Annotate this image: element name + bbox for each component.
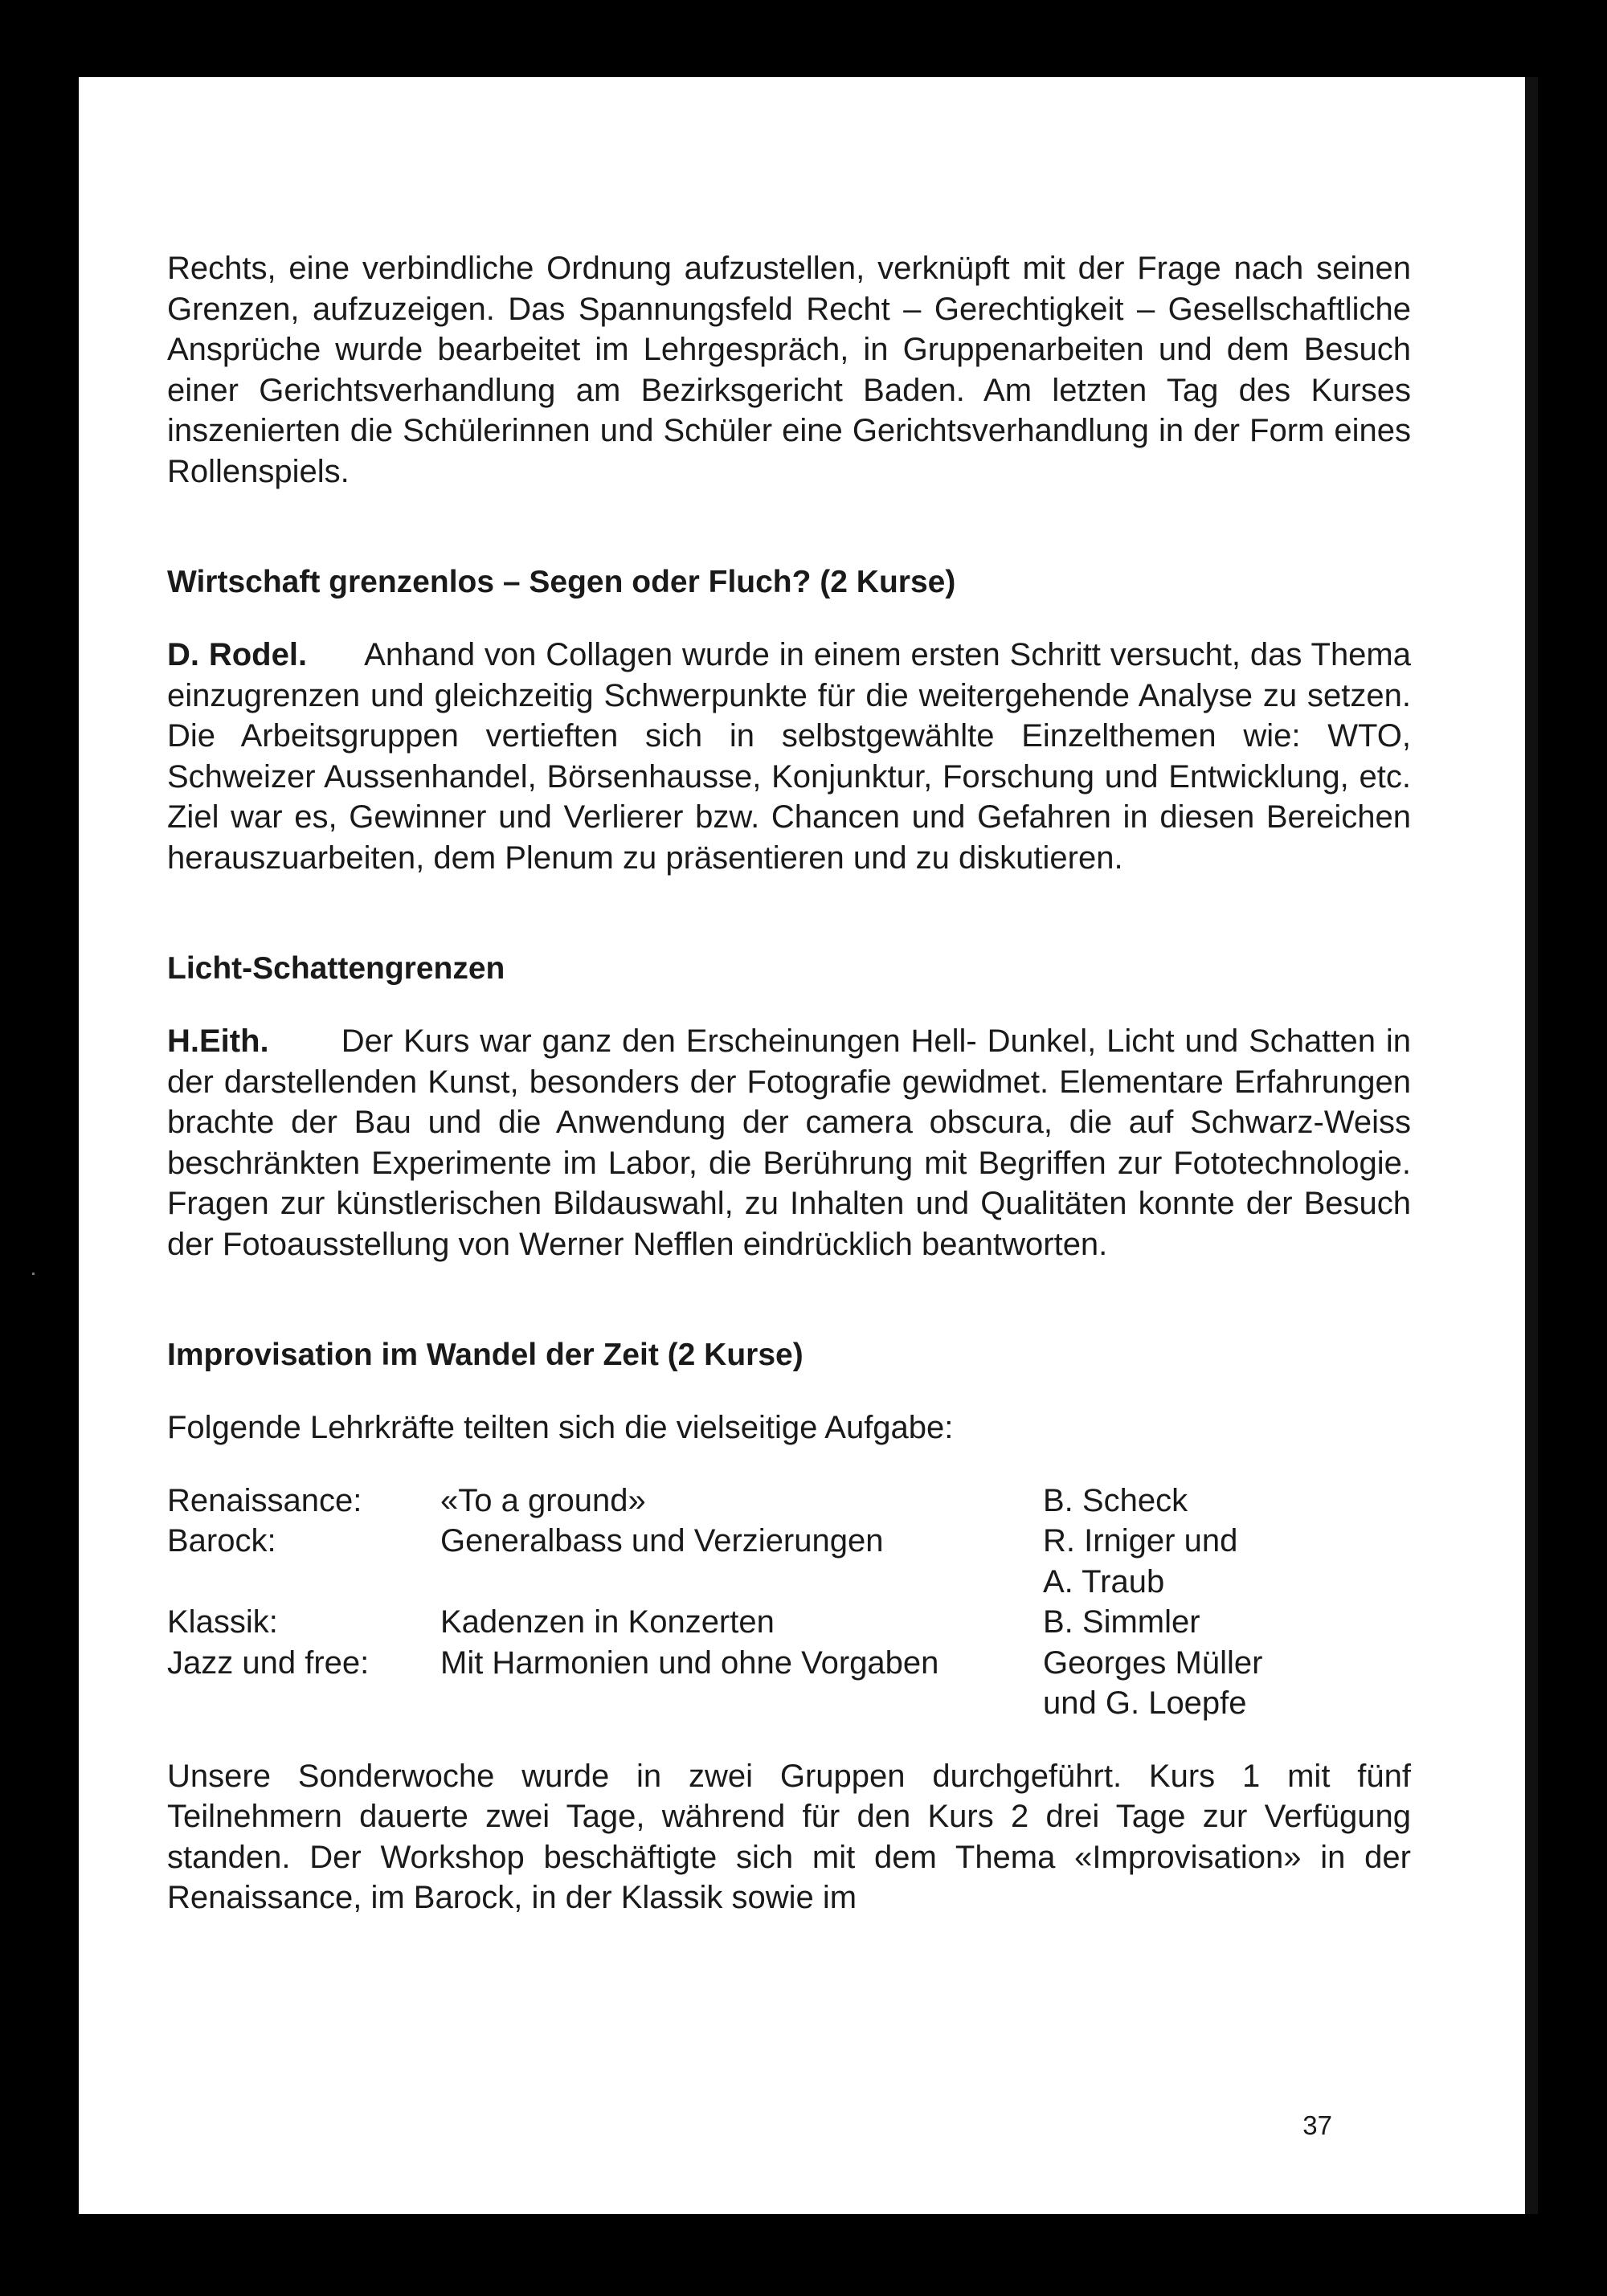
section-body-wirtschaft xyxy=(167,635,1411,878)
improvisation-body: Unsere Sonderwoche wurde in zwei Gruppen durchgeführt. Kurs 1 mit fünf Teilnehmern dauerte zwei Tage, während für den Kurs 2 drei Tage zur Verfügung standen. Der Workshop beschäftigte sich mit dem Thema «Improvisation» in der Renaissance, im Barock, in der Klassik sowie im xyxy=(167,1758,1411,1915)
teacher-cell xyxy=(1043,1643,1411,1724)
scan-speck xyxy=(32,1273,35,1275)
section-body-licht xyxy=(167,1021,1411,1264)
teacher-cell xyxy=(1043,1521,1411,1602)
page-edge-shadow xyxy=(1525,77,1538,2214)
text-column xyxy=(167,248,1411,1918)
topic-cell: Mit Harmonien und ohne Vorgaben xyxy=(440,1644,939,1681)
epoch-cell: Jazz und free: xyxy=(167,1644,370,1681)
teacher-name: Georges Müller xyxy=(1043,1644,1263,1681)
table-row xyxy=(167,1521,1411,1602)
teacher-cell xyxy=(1043,1602,1411,1643)
table-row xyxy=(167,1643,1411,1724)
table-row xyxy=(167,1481,1411,1522)
epoch-cell: Klassik: xyxy=(167,1604,278,1640)
section-heading-wirtschaft: Wirtschaft grenzenlos – Segen oder Fluch? (2 Kurse) xyxy=(167,565,956,599)
table-row xyxy=(167,1602,1411,1643)
improvisation-intro: Folgende Lehrkräfte teilten sich die vielseitige Aufgabe: xyxy=(167,1410,954,1445)
page-number: 37 xyxy=(1302,2110,1332,2140)
body-text-licht: Der Kurs war ganz den Erscheinungen Hell- Dunkel, Licht und Schatten in der darstellenden Kunst, besonders der Fotografie gewidmet. Elementare Erfahrungen brachte der Bau und die Anwendung der camera obscura, die auf Schwarz-Weiss beschränkten Experimente im Labor, die Berührung mit Begriffen zur Fototechnologie. Fragen zur künstlerischen Bildauswahl, zu Inhalten und Qualitäten konnte der Besuch der Fotoausstellung von Werner Nefflen eindrücklich beantworten. xyxy=(167,1023,1411,1262)
teacher-name: B. Scheck xyxy=(1043,1482,1188,1518)
author-rodel: D. Rodel. xyxy=(167,637,308,672)
author-eith: H.Eith. xyxy=(167,1023,269,1059)
section-heading-improvisation: Improvisation im Wandel der Zeit (2 Kurse) xyxy=(167,1338,804,1372)
section-heading-licht: Licht-Schattengrenzen xyxy=(167,951,505,986)
topic-cell: Generalbass und Verzierungen xyxy=(440,1523,884,1559)
epoch-cell: Barock: xyxy=(167,1523,276,1559)
intro-paragraph: Rechts, eine verbindliche Ordnung aufzustellen, verknüpft mit der Frage nach seinen Grenzen, aufzuzeigen. Das Spannungsfeld Recht – Gerechtigkeit – Gesellschaftliche Ansprüche wurde bearbeitet im Lehrgespräch, in Gruppenarbeiten und dem Besuch einer Gerichtsverhandlung am Bezirksgericht Baden. Am letzten Tag des Kurses inszenierten die Schülerinnen und Schüler eine Gerichtsverhandlung in der Form eines Rollenspiels. xyxy=(167,251,1411,489)
epoch-cell: Renaissance: xyxy=(167,1482,362,1518)
teacher-name-2: und G. Loepfe xyxy=(1043,1685,1247,1721)
teacher-name-2: A. Traub xyxy=(1043,1563,1165,1599)
topic-cell: «To a ground» xyxy=(440,1482,646,1518)
teacher-name: B. Simmler xyxy=(1043,1604,1200,1640)
teacher-name: R. Irniger und xyxy=(1043,1523,1238,1559)
topic-cell: Kadenzen in Konzerten xyxy=(440,1604,775,1640)
body-text-wirtschaft: Anhand von Collagen wurde in einem ersten Schritt versucht, das Thema einzugrenzen und gleichzeitig Schwerpunkte für die weitergehende Analyse zu setzen. Die Arbeitsgruppen vertieften sich in selbstgewählte Einzelthemen wie: WTO, Schweizer Aussenhandel, Börsenhausse, Konjunktur, Forschung und Entwicklung, etc. Ziel war es, Gewinner und Verlierer bzw. Chancen und Gefahren in diesen Bereichen herauszuarbeiten, dem Plenum zu präsentieren und zu diskutieren. xyxy=(167,637,1411,876)
teacher-table xyxy=(167,1481,1411,1724)
teacher-cell xyxy=(1043,1481,1411,1522)
